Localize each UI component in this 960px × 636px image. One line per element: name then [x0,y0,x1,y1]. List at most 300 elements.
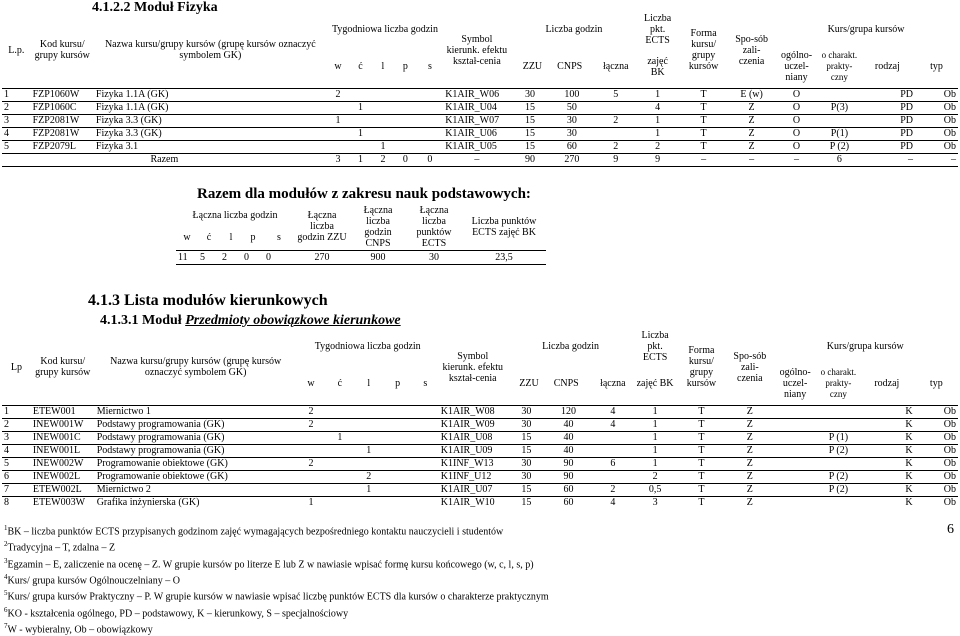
t2-cell-lp: 5 [4,458,9,469]
t1-cell-l [372,88,394,101]
t2-cell-lp: 7 [4,484,9,495]
t1-cell-symbol: K1AIR_U04 [445,102,497,113]
t1-cell-forma: T [700,102,707,113]
total-cell-symbol: – [474,154,480,165]
t2-cell-cnps: 40 [563,432,574,443]
t2-cell-kod: ETEW001 [32,406,76,417]
t1-cell-typ: Ob [943,141,956,152]
t2-cell-laczna [591,431,634,444]
t1-cell-c [349,140,371,153]
t2-cell-symbol: K1AIR_W10 [440,497,495,508]
t2-header-s: s [423,378,428,390]
t2-cell-laczna: 6 [610,458,616,469]
t2-cell-zzu: 15 [521,497,532,508]
t1-cell-sposob: Z [748,141,755,152]
summary-p: 0 [244,251,249,263]
total-cell-p: 0 [402,154,408,165]
t2-cell-nazwa: Podstawy programowania (GK) [96,432,225,443]
t1-cell-cnps: 50 [566,102,577,113]
t2-cell-cnps: 120 [561,406,577,417]
t2-cell-c [325,496,354,509]
t2-cell-bk: 1 [652,406,658,417]
t1-cell-w [327,140,349,153]
total-cell-s: 0 [427,154,433,165]
t1-cell-c: 1 [357,128,363,139]
t1-cell-l: 1 [380,141,386,152]
t2-cell-p [383,470,412,483]
t1-cell-c [349,88,371,101]
t2-header-zzu: ZZU [519,378,539,390]
t1-cell-sposob: Z [748,115,755,126]
t1-cell-ogolno: O [792,115,801,126]
t2-cell-s [412,431,439,444]
t2-header-tygodniowa: Tygodniowa liczba godzin [314,341,421,352]
t1-cell-l [372,114,394,127]
t2-cell-c [325,405,354,418]
t2-header-liczba-godzin: Liczba godzin [542,341,600,352]
t2-cell-sposob: Z [746,458,753,469]
t2-cell-c [325,444,354,457]
t1-cell-forma: T [700,115,707,126]
header-kod: Kod kursu/ grupy kursów [34,39,90,62]
t2-cell-zzu: 30 [521,419,532,430]
t2-cell-w: 2 [308,458,314,469]
t1-cell-nazwa: Fizyka 3.1 [95,141,139,152]
t2-cell-rodzaj: K [905,406,913,417]
t1-cell-kod: FZP2081W [32,115,80,126]
header-w: w [334,61,342,73]
t1-cell-cnps: 60 [566,141,577,152]
t2-cell-typ: Ob [943,419,956,430]
header-l: l [381,61,385,73]
table-row [2,496,958,509]
footnote-number: 3 [4,556,8,565]
t2-header-cnps: CNPS [553,378,579,390]
t1-cell-bk: 1 [655,128,661,139]
t1-cell-sposob: Z [748,128,755,139]
t2-cell-kod: INEW002W [32,458,84,469]
t2-cell-sposob: Z [746,484,753,495]
t2-cell-rodzaj: K [905,419,913,430]
t1-cell-w [327,101,349,114]
header-c: ć [358,61,363,73]
t1-cell-ogolno: O [792,141,801,152]
total-cell-c: 1 [357,154,363,165]
header-p: p [402,61,408,73]
t1-cell-kod: FZP1060W [32,89,80,100]
t2-cell-kod: INEW001C [32,432,81,443]
t1-cell-zzu: 15 [524,128,535,139]
t1-cell-p [394,140,416,153]
t2-cell-cnps: 90 [563,458,574,469]
t1-cell-c: 1 [357,102,363,113]
table-row [2,431,958,444]
t2-header-forma: Forma kursu/ grupy kursów [686,345,717,390]
t2-cell-nazwa: Podstawy programowania (GK) [96,445,225,456]
footnote-text: Tradycyjna – T, zdalna – Z [7,542,116,554]
table-row [2,127,958,140]
total-cell-prakt: 6 [836,154,842,165]
t1-cell-p [394,127,416,140]
summary-zzu: 270 [314,251,330,263]
t2-cell-prakt [818,405,859,418]
header-sposob: Spo-sób zali-czenia [735,33,768,67]
t2-cell-symbol: K1INF_W13 [440,458,494,469]
header-o-charakt: o charakt. prakty-czny [821,50,858,83]
t1-cell-cnps: 30 [566,115,577,126]
t2-cell-l [354,431,383,444]
t2-cell-lp: 1 [4,406,9,417]
t2-cell-s [412,496,439,509]
t2-cell-c [325,418,354,431]
summary-header-zzu: Łączna liczba godzin ZZU [297,210,347,244]
table-row [2,88,958,101]
t2-cell-nazwa: Miernictwo 2 [96,484,151,495]
t2-cell-ogolno [772,483,817,496]
t1-cell-rodzaj: PD [900,115,913,126]
t2-cell-c [325,457,354,470]
t2-header-c: ć [337,378,343,390]
t2-cell-forma: T [698,432,705,443]
t2-cell-cnps: 60 [563,484,574,495]
t1-cell-rodzaj: PD [900,102,913,113]
t2-cell-forma: T [698,471,705,482]
t1-cell-forma: T [700,89,707,100]
t2-cell-zzu: 15 [521,484,532,495]
t2-cell-p [383,405,412,418]
subsection-number: 4.1.3.1 Moduł [100,313,186,328]
t2-cell-c: 1 [337,432,343,443]
section-title-fizyka: 4.1.2.2 Moduł Fizyka [92,0,218,15]
t2-cell-w: 1 [308,497,314,508]
t1-cell-zzu: 15 [524,141,535,152]
summary-header-laczna-godzin: Łączna liczba godzin [192,209,278,221]
t2-cell-lp: 6 [4,471,9,482]
table-row [2,457,958,470]
t1-cell-prakt [819,114,860,127]
t1-cell-laczna [594,101,637,114]
total-cell-ogolno: – [794,154,800,165]
table-row [2,418,958,431]
t1-cell-c [349,114,371,127]
t2-cell-lp: 8 [4,497,9,508]
table-fizyka [2,13,958,167]
t2-cell-sposob: Z [746,497,753,508]
summary-c: 5 [200,251,205,263]
t2-cell-sposob: Z [746,419,753,430]
t2-cell-typ: Ob [943,445,956,456]
summary-header-bk: Liczba punktów ECTS zajęć BK [471,215,537,238]
t2-cell-symbol: K1AIR_W08 [440,406,495,417]
summary-header-ects: Łączna liczba punktów ECTS [416,204,452,249]
t2-cell-symbol: K1AIR_U08 [440,432,493,443]
t2-cell-c [325,470,354,483]
t1-cell-ogolno: O [792,89,801,100]
t2-cell-typ: Ob [943,458,956,469]
t1-cell-lp: 5 [4,141,9,152]
t2-cell-l [354,418,383,431]
t2-header-symbol: Symbol kierunk. efektu kształ-cenia [442,350,504,384]
t2-cell-s [412,418,439,431]
t2-cell-kod: ETEW002L [32,484,82,495]
summary-bk: 23,5 [495,251,513,263]
t1-cell-nazwa: Fizyka 3.3 (GK) [95,128,162,139]
t2-cell-prakt [818,418,859,431]
total-cell-l: 2 [380,154,386,165]
t2-cell-sposob: Z [746,406,753,417]
t2-cell-l [354,457,383,470]
total-label: Razem [150,154,179,165]
footnote [4,555,904,571]
t2-cell-kod: ETEW003W [32,497,86,508]
header-zzu: ZZU [522,61,543,73]
total-cell-w: 3 [335,154,341,165]
t2-header-ogolno: ogólno-uczel-niany [779,367,811,401]
header-liczba-godzin: Liczba godzin [545,24,603,35]
t1-cell-l [372,127,394,140]
t1-cell-typ: Ob [943,102,956,113]
footnote-text: KO - kształcenia ogólnego, PD – podstawowy, K – kierunkowy, S – specjalnościowy [7,607,349,619]
footnote-text: W - wybieralny, Ob – obowiązkowy [7,624,153,636]
t2-cell-prakt: P (1) [828,432,849,443]
t2-cell-zzu: 15 [521,432,532,443]
t1-cell-rodzaj: PD [900,89,913,100]
t2-cell-ogolno [772,418,817,431]
t2-cell-ogolno [772,496,817,509]
t1-cell-lp: 1 [4,89,9,100]
t2-cell-prakt: P (2) [828,471,849,482]
t2-cell-forma: T [698,445,705,456]
t2-cell-bk: 1 [652,432,658,443]
t2-cell-p [383,418,412,431]
t2-cell-sposob: Z [746,471,753,482]
header-ects: Liczba pkt. ECTS [644,13,672,46]
summary-s: 0 [266,251,271,263]
t2-cell-rodzaj: K [905,458,913,469]
t2-cell-prakt: P (2) [828,445,849,456]
t2-cell-ogolno [772,470,817,483]
t2-header-kod: Kod kursu/ grupy kursów [35,356,91,379]
total-row [2,153,958,166]
t1-cell-s [417,140,444,153]
t2-cell-forma: T [698,484,705,495]
t2-cell-kod: INEW001L [32,445,81,456]
t2-cell-typ: Ob [943,406,956,417]
t1-cell-forma: T [700,128,707,139]
t2-cell-symbol: K1AIR_W09 [440,419,495,430]
t1-cell-w [327,127,349,140]
table-row [2,405,958,418]
t1-cell-rodzaj: PD [900,128,913,139]
t2-cell-s [412,457,439,470]
t1-cell-s [417,101,444,114]
t2-cell-p [383,483,412,496]
t2-cell-typ: Ob [943,432,956,443]
t1-cell-zzu: 30 [524,89,535,100]
t2-header-rodzaj: rodzaj [874,378,900,390]
t2-cell-lp: 4 [4,445,9,456]
t1-cell-prakt: P (2) [829,141,850,152]
total-cell-typ: – [951,154,956,165]
t2-cell-l [354,405,383,418]
t2-cell-zzu: 30 [521,458,532,469]
t2-cell-w [297,483,326,496]
t2-cell-prakt [818,457,859,470]
t2-cell-laczna: 2 [610,484,616,495]
t2-header-p: p [395,378,401,390]
footnote [4,538,904,554]
t2-cell-l: 1 [366,484,372,495]
table-kierunkowe [2,330,958,509]
header-kurs-grupa: Kurs/grupa kursów [827,24,905,35]
t2-cell-bk: 1 [652,445,658,456]
summary-l: 2 [222,251,227,263]
t1-cell-prakt: P(1) [830,128,849,139]
total-cell-laczna: 9 [613,154,619,165]
footnote-number: 4 [4,572,8,581]
header-cnps: CNPS [557,61,583,73]
t2-cell-w: 2 [308,406,314,417]
t2-cell-nazwa: Podstawy programowania (GK) [96,419,225,430]
t2-cell-bk: 1 [652,458,658,469]
t1-cell-bk: 1 [655,89,661,100]
t2-cell-rodzaj: K [905,484,913,495]
table-row [2,483,958,496]
t2-cell-typ: Ob [943,484,956,495]
t2-cell-kod: INEW002L [32,471,81,482]
t2-cell-l: 2 [366,471,372,482]
t1-cell-prakt: P(3) [830,102,849,113]
t2-cell-rodzaj: K [905,497,913,508]
summary-table [176,204,546,265]
header-typ: typ [930,61,943,73]
t1-cell-w: 2 [335,89,341,100]
footnote-number: 7 [4,621,8,630]
t2-cell-laczna: 4 [610,406,616,417]
t2-cell-symbol: K1AIR_U07 [440,484,493,495]
t2-cell-p [383,431,412,444]
header-nazwa: Nazwa kursu/grupy kursów (grupę kursów oznaczyć symbolem GK) [104,39,316,62]
t2-cell-sposob: Z [746,445,753,456]
t2-cell-p [383,496,412,509]
t2-cell-ogolno [772,457,817,470]
t1-cell-typ: Ob [943,128,956,139]
t1-cell-bk: 1 [655,115,661,126]
total-cell-zzu: 90 [524,154,535,165]
footnote-number: 2 [4,540,8,549]
t2-cell-s [412,444,439,457]
header-zajec-bk: zajęć BK [647,55,668,78]
t2-header-zzu-cnps [507,363,591,405]
summary-ects: 30 [429,251,439,263]
footnote [4,620,904,636]
t2-cell-w [297,444,326,457]
header-s: s [427,61,432,73]
footnote [4,522,904,538]
t2-header-w: w [307,378,315,390]
t1-cell-kod: FZP1060C [32,102,77,113]
header-tygodniowa: Tygodniowa liczba godzin [332,24,438,35]
t2-cell-nazwa: Miernictwo 1 [96,406,151,417]
t1-cell-lp: 4 [4,128,9,139]
t1-cell-rodzaj: PD [900,141,913,152]
summary-header-c: ć [206,232,212,244]
t2-cell-cnps: 40 [563,419,574,430]
t1-cell-cnps: 30 [566,128,577,139]
t2-header-l: l [367,378,371,390]
page-number: 6 [947,522,954,537]
t1-cell-lp: 3 [4,115,9,126]
t2-cell-lp: 2 [4,419,9,430]
t2-cell-forma: T [698,497,705,508]
t1-cell-ogolno: O [792,102,801,113]
t2-header-nazwa: Nazwa kursu/grupy kursów (grupę kursów oznaczyć symbolem GK) [110,356,282,379]
footnote-text: Kurs/ grupa kursów Praktyczny – P. W grupie kursów w nawiasie wpisać liczbę punktów ECTS dla kursów o charakterze praktycznym [7,591,549,603]
t1-cell-kod: FZP2081W [32,128,80,139]
t2-cell-cnps: 60 [563,497,574,508]
t2-cell-w: 2 [308,419,314,430]
t1-cell-s [417,88,444,101]
t2-cell-ogolno [772,405,817,418]
t2-header-o-charakt: o charakt. prakty-czny [820,367,857,400]
t2-header-ects: Liczba pkt. ECTS [641,330,669,363]
t2-cell-lp: 3 [4,432,9,443]
total-cell-sposob: – [749,154,755,165]
t2-cell-bk: 0,5 [648,484,662,495]
table-row [2,114,958,127]
t2-cell-p [383,444,412,457]
t2-cell-nazwa: Programowanie obiektowe (GK) [96,458,228,469]
t1-cell-nazwa: Fizyka 3.3 (GK) [95,115,162,126]
t1-cell-nazwa: Fizyka 1.1A (GK) [95,89,169,100]
t2-cell-l: 1 [366,445,372,456]
summary-cnps: 900 [370,251,386,263]
t2-cell-w [297,470,326,483]
t2-cell-prakt: P (2) [828,484,849,495]
total-cell-forma: – [701,154,707,165]
t1-cell-sposob: E (w) [740,89,763,100]
t2-header-lp: Lp [10,361,22,373]
t2-cell-zzu: 30 [521,406,532,417]
t1-cell-laczna: 2 [613,141,619,152]
t2-cell-bk: 3 [652,497,658,508]
t1-cell-kod: FZP2079L [32,141,76,152]
footnote-number: 5 [4,589,8,598]
summary-w: 11 [178,251,188,263]
t2-header-laczna: łączna [600,378,626,390]
t1-cell-w: 1 [335,115,341,126]
t2-cell-forma: T [698,458,705,469]
footnotes [4,522,904,636]
t2-cell-rodzaj: K [905,471,913,482]
summary-header-l: l [229,232,233,244]
footnote-text: BK – liczba punktów ECTS przypisanych godzinom zajęć wymagających bezpośredniego kontaktu nauczycieli i studentów [7,526,504,538]
t1-cell-ogolno: O [792,128,801,139]
t2-cell-bk: 1 [652,419,658,430]
footnote-number: 1 [4,524,8,532]
t2-cell-ogolno [772,431,817,444]
footnote [4,587,904,603]
t2-header-zajec-bk: zajęć BK [636,378,674,390]
t1-cell-laczna: 5 [613,89,619,100]
t1-cell-p [394,114,416,127]
t2-cell-kod: INEW001W [32,419,84,430]
t1-cell-forma: T [700,141,707,152]
t1-cell-prakt [819,88,860,101]
t2-header-typ: typ [929,378,943,390]
t2-header-sposob: Spo-sób zali-czenia [733,350,767,384]
t1-cell-l [372,101,394,114]
